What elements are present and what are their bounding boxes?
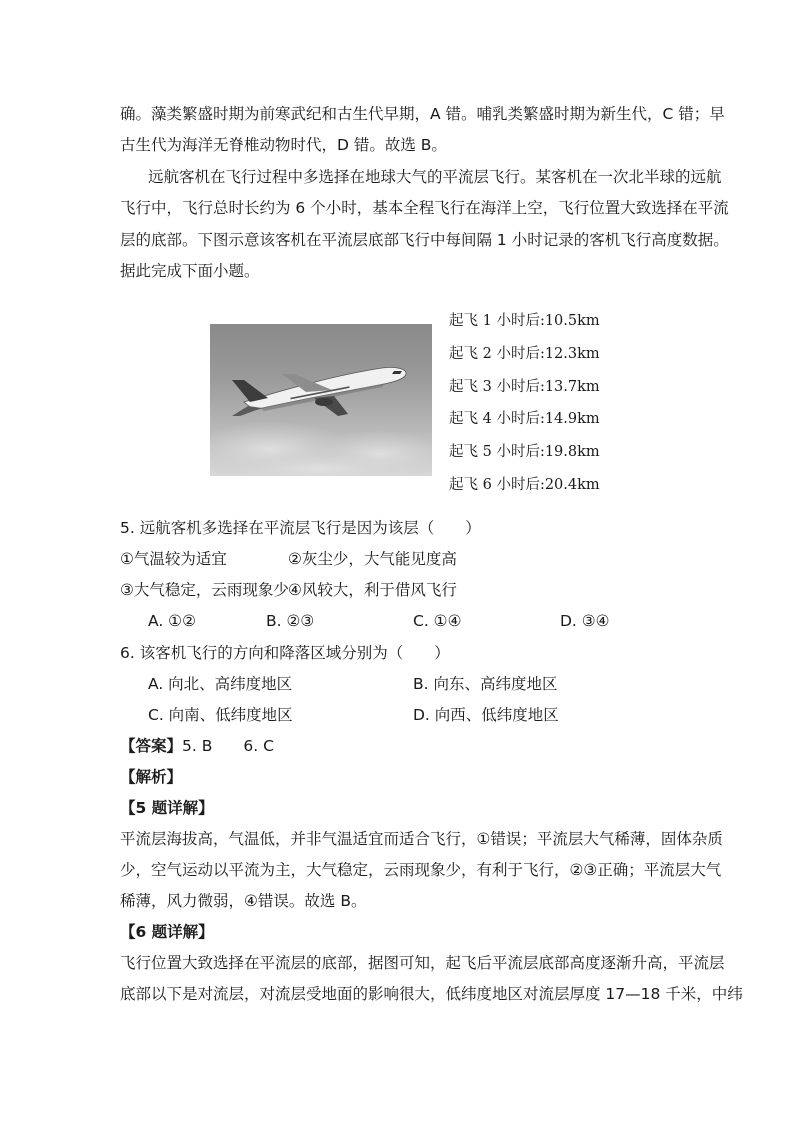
altitude-record: 起飞 1 小时后:10.5km [449, 313, 600, 329]
q5-statement-2: ②灰尘少，大气能见度高 [288, 550, 457, 568]
airplane-icon [210, 324, 432, 476]
q6-option-a: A. 向北、高纬度地区 [148, 675, 293, 693]
paragraph-line: 稀薄，风力微弱，④错误。故选 B。 [120, 892, 367, 910]
altitude-record: 起飞 4 小时后:14.9km [449, 411, 600, 427]
paragraph-line: 层的底部。下图示意该客机在平流层底部飞行中每间隔 1 小时记录的客机飞行高度数据。 [120, 231, 729, 249]
paragraph-line: 飞行中，飞行总时长约为 6 个小时，基本全程飞行在海洋上空，飞行位置大致选择在平流 [120, 199, 729, 217]
paragraph-line: 古生代为海洋无脊椎动物时代，D 错。故选 B。 [120, 136, 447, 154]
paragraph-line: 据此完成下面小题。 [120, 262, 260, 280]
answer-line [120, 736, 274, 756]
q6-option-b: B. 向东、高纬度地区 [413, 675, 558, 693]
paragraph-line: 远航客机在飞行过程中多选择在地球大气的平流层飞行。某客机在一次北半球的远航 [148, 168, 722, 186]
q5-statement-3: ③大气稳定，云雨现象少 [120, 581, 289, 599]
q6-option-d: D. 向西、低纬度地区 [413, 706, 559, 724]
q5-option-c: C. ①④ [413, 612, 462, 630]
q5-detail-label: 【5 题详解】 [120, 799, 214, 817]
question-5-stem: 5. 远航客机多选择在平流层飞行是因为该层（ ） [120, 519, 481, 537]
question-6-stem: 6. 该客机飞行的方向和降落区域分别为（ ） [120, 644, 450, 662]
altitude-record: 起飞 2 小时后:12.3km [449, 346, 600, 362]
altitude-record: 起飞 5 小时后:19.8km [449, 444, 600, 460]
paragraph-line: 底部以下是对流层，对流层受地面的影响很大，低纬度地区对流层厚度 17—18 千米，中纬 [120, 985, 743, 1003]
q5-statement-4: ④风较大，利于借风飞行 [288, 581, 457, 599]
paragraph-line: 确。藻类繁盛时期为前寒武纪和古生代早期，A 错。哺乳类繁盛时期为新生代，C 错；早 [120, 105, 725, 123]
q6-option-c: C. 向南、低纬度地区 [148, 706, 293, 724]
airplane-photo [210, 324, 432, 476]
analysis-label: 【解析】 [120, 768, 183, 786]
q5-option-a: A. ①② [148, 612, 196, 630]
answer-label: 【答案】 [120, 737, 183, 755]
q5-option-b: B. ②③ [266, 612, 315, 630]
altitude-record: 起飞 6 小时后:20.4km [449, 477, 600, 493]
q5-option-d: D. ③④ [560, 612, 610, 630]
q6-detail-label: 【6 题详解】 [120, 923, 214, 941]
answer-value: 5. B 6. C [182, 737, 274, 755]
paragraph-line: 平流层海拔高，气温低，并非气温适宜而适合飞行，①错误；平流层大气稀薄，固体杂质 [120, 830, 723, 848]
paragraph-line: 少，空气运动以平流为主，大气稳定，云雨现象少，有利于飞行，②③正确；平流层大气 [120, 861, 722, 879]
q5-statement-1: ①气温较为适宜 [120, 550, 227, 568]
altitude-record: 起飞 3 小时后:13.7km [449, 379, 600, 395]
paragraph-line: 飞行位置大致选择在平流层的底部，据图可知，起飞后平流层底部高度逐渐升高，平流层 [120, 954, 725, 972]
